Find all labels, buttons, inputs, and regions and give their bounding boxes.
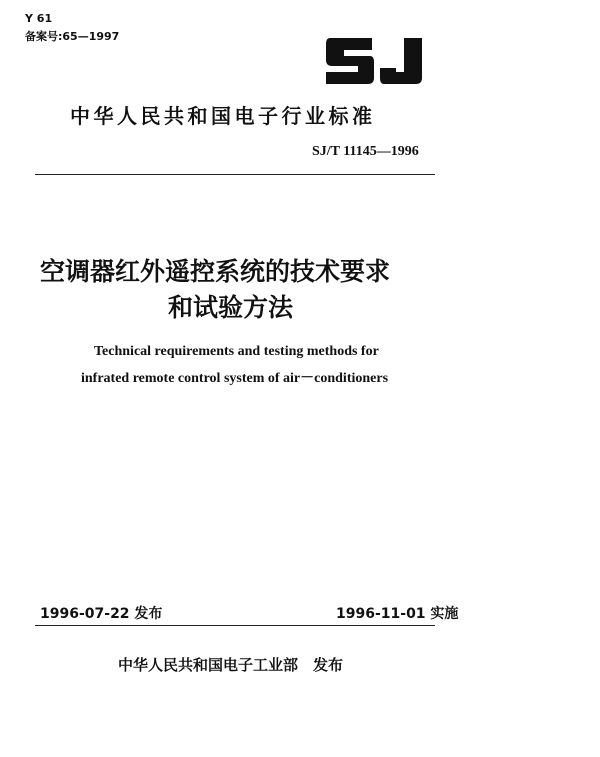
standard-category-title: 中华人民共和国电子行业标准 bbox=[70, 104, 376, 128]
classification-code: Y 61 bbox=[25, 12, 53, 25]
top-divider bbox=[35, 174, 435, 175]
issue-date: 1996-07-22 发布 bbox=[40, 606, 163, 622]
filing-number: 备案号:65—1997 bbox=[25, 30, 120, 43]
chinese-title-line-2: 和试验方法 bbox=[168, 293, 294, 322]
bottom-divider bbox=[35, 625, 435, 626]
standard-number: SJ/T 11145—1996 bbox=[312, 144, 419, 159]
implementation-date: 1996-11-01 实施 bbox=[336, 606, 459, 622]
english-title-line-1: Technical requirements and testing methods for bbox=[94, 344, 379, 359]
chinese-title-line-1: 空调器红外遥控系统的技术要求 bbox=[40, 257, 391, 286]
sj-logo bbox=[322, 36, 427, 86]
publisher: 中华人民共和国电子工业部 发布 bbox=[118, 656, 344, 674]
english-title-line-2: infrated remote control system of air－conditioners bbox=[81, 371, 389, 386]
